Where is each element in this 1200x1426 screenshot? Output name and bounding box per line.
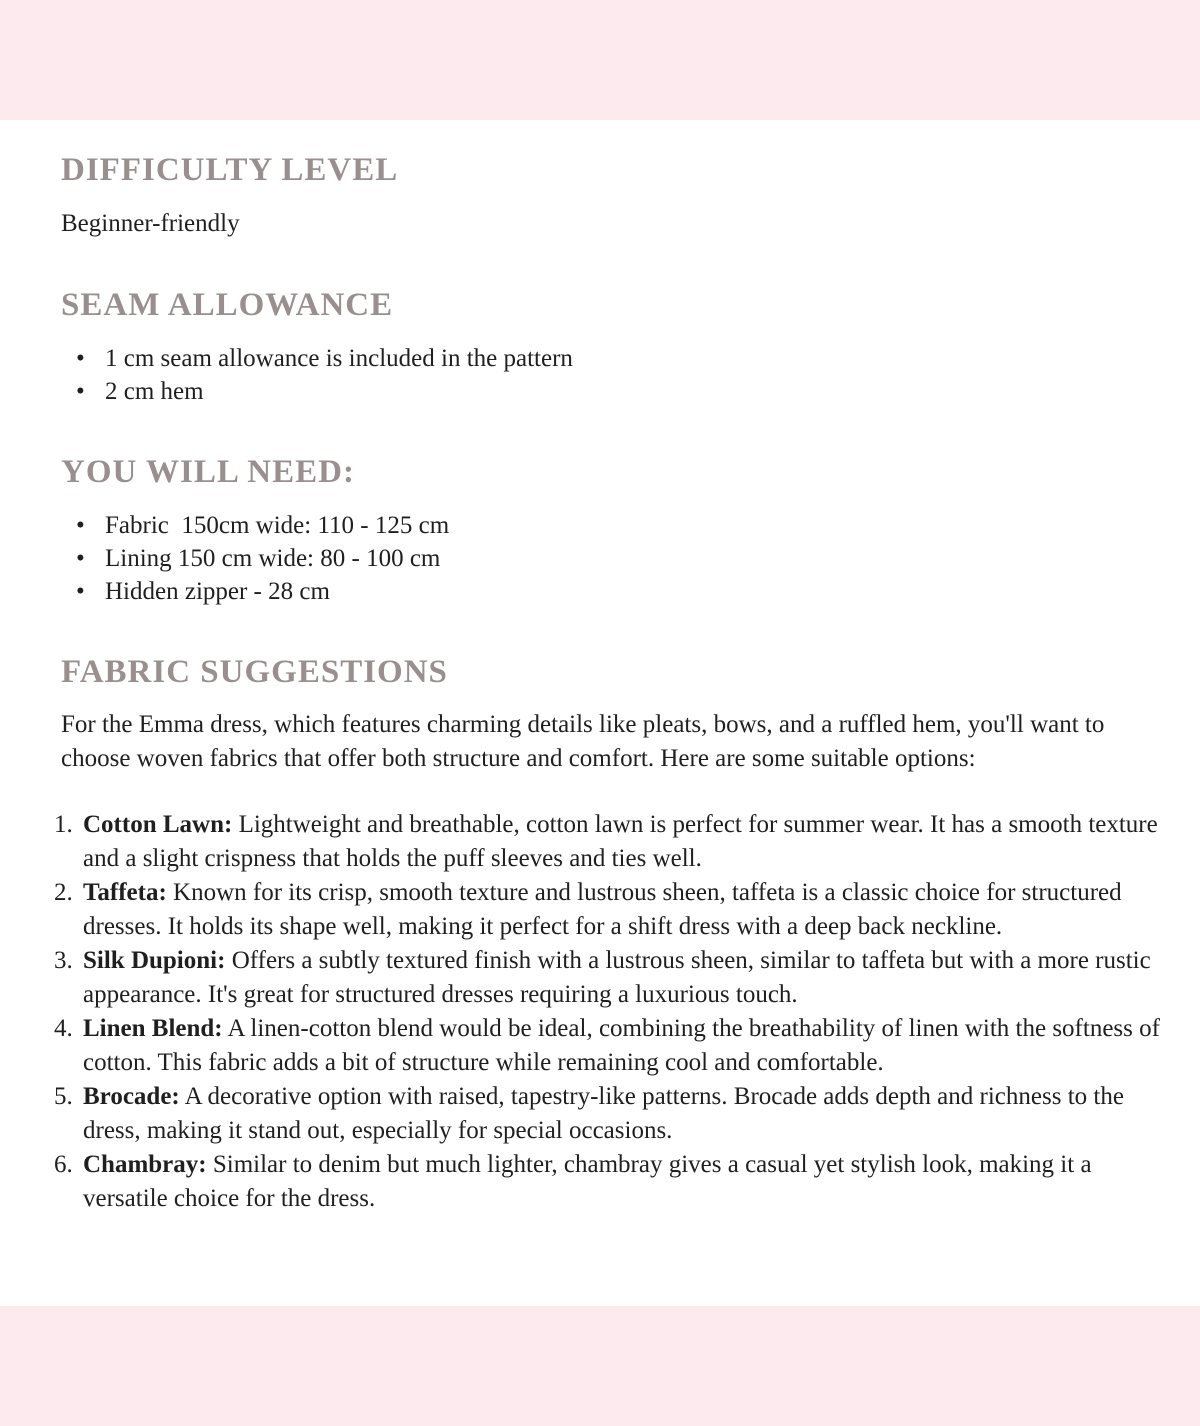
item-number: 1. [54, 811, 73, 838]
materials-list [61, 509, 1172, 608]
list-item [61, 509, 1172, 542]
fabric-description: Offers a subtly textured finish with a lustrous sheen, similar to taffeta but with a more rustic appearance. It's great for structured dresses requiring a luxurious touch. [83, 947, 1151, 1008]
seam-allowance-list [61, 342, 1172, 408]
list-item [61, 375, 1172, 408]
bullet-icon: • [76, 578, 85, 605]
fabric-description: A decorative option with raised, tapestry-like patterns. Brocade adds depth and richness to the dress, making it stand out, especially for special occasions. [83, 1083, 1124, 1144]
bullet-icon: • [76, 545, 85, 572]
seam-allowance-heading: SEAM ALLOWANCE [61, 287, 394, 323]
list-item [61, 542, 1172, 575]
difficulty-value: Beginner-friendly [61, 210, 240, 237]
material-item-text: Lining 150 cm wide: 80 - 100 cm [105, 545, 441, 572]
seam-item-text: 2 cm hem [105, 378, 204, 405]
item-number: 6. [54, 1151, 73, 1178]
list-item [54, 1080, 1172, 1148]
fabric-suggestions-intro: For the Emma dress, which features charming details like pleats, bows, and a ruffled hem, you'll want to choose woven fabrics that offer both structure and comfort. Here are some suitable options: [61, 711, 1105, 772]
fabric-name: Linen Blend: [83, 1015, 223, 1042]
item-number: 5. [54, 1083, 73, 1110]
fabric-description: Lightweight and breathable, cotton lawn is perfect for summer wear. It has a smooth texture and a slight crispness that holds the puff sleeves and ties well. [83, 811, 1158, 872]
bullet-icon: • [76, 345, 85, 372]
difficulty-heading: DIFFICULTY LEVEL [61, 152, 399, 188]
fabric-description: Known for its crisp, smooth texture and lustrous sheen, taffeta is a classic choice for structured dresses. It holds its shape well, making it perfect for a shift dress with a deep back neckline. [83, 879, 1122, 940]
list-item [61, 342, 1172, 375]
list-item [54, 808, 1172, 876]
item-number: 4. [54, 1015, 73, 1042]
bottom-pink-band [0, 1306, 1200, 1426]
item-number: 3. [54, 947, 73, 974]
list-item [54, 1012, 1172, 1080]
bullet-icon: • [76, 378, 85, 405]
item-number: 2. [54, 879, 73, 906]
fabric-description: Similar to denim but much lighter, chambray gives a casual yet stylish look, making it a versatile choice for the dress. [83, 1151, 1092, 1212]
fabric-name: Brocade: [83, 1083, 180, 1110]
material-item-text: Hidden zipper - 28 cm [105, 578, 330, 605]
fabric-name: Chambray: [83, 1151, 207, 1178]
bullet-icon: • [76, 512, 85, 539]
list-item [54, 944, 1172, 1012]
list-item [54, 876, 1172, 944]
seam-item-text: 1 cm seam allowance is included in the pattern [105, 345, 573, 372]
list-item [61, 575, 1172, 608]
you-will-need-heading: YOU WILL NEED: [61, 454, 355, 490]
fabric-name: Taffeta: [83, 879, 167, 906]
pattern-info-panel [0, 120, 1200, 1306]
top-pink-band [0, 0, 1200, 120]
list-item [54, 1148, 1172, 1216]
material-item-text: Fabric 150cm wide: 110 - 125 cm [105, 512, 450, 539]
fabric-suggestions-list [54, 808, 1172, 1216]
fabric-suggestions-heading: FABRIC SUGGESTIONS [61, 654, 448, 690]
fabric-description: A linen-cotton blend would be ideal, combining the breathability of linen with the softness of cotton. This fabric adds a bit of structure while remaining cool and comfortable. [83, 1015, 1160, 1076]
fabric-name: Cotton Lawn: [83, 811, 233, 838]
fabric-name: Silk Dupioni: [83, 947, 226, 974]
